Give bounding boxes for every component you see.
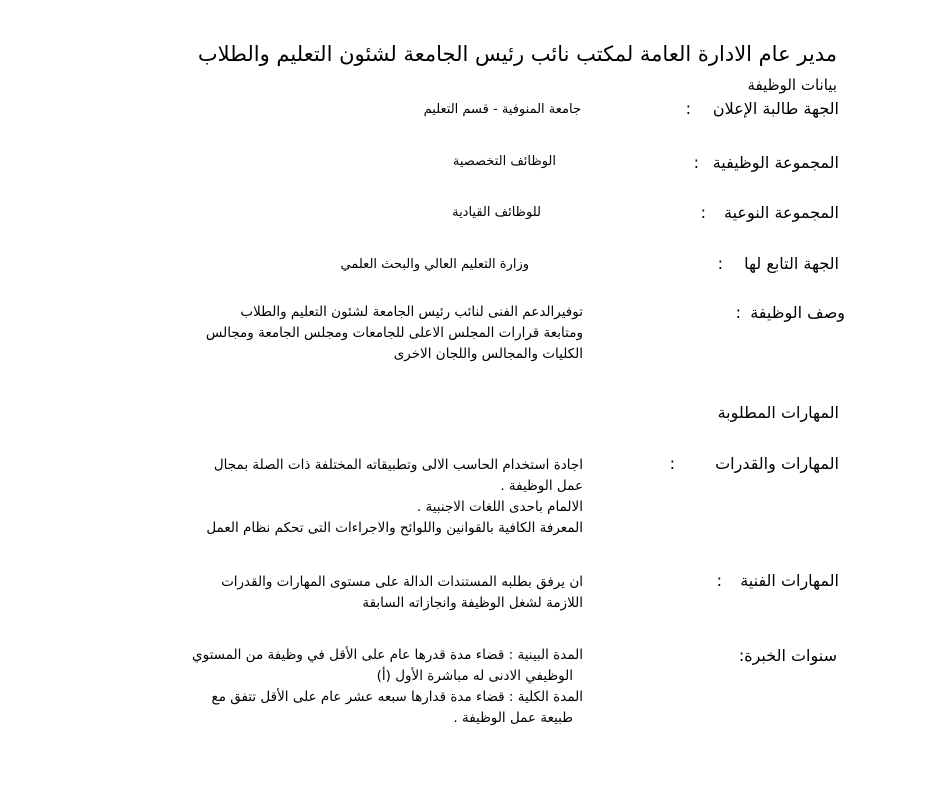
label-skills-abilities: المهارات والقدرات (715, 454, 839, 473)
skills-line: المعرفة الكافية بالقوانين واللوائح والاجراءات التى تحكم نظام العمل (206, 520, 583, 536)
colon-functional-group: : (693, 153, 699, 172)
job-description-text (206, 302, 583, 365)
label-advertiser: الجهة طالبة الإعلان (712, 99, 839, 118)
job-description-line: الكليات والمجالس واللجان الاخرى (393, 346, 583, 362)
label-technical-skills: المهارات الفنية (740, 571, 839, 590)
label-affiliation: الجهة التابع لها (744, 254, 839, 273)
document-title: مدير عام الادارة العامة لمكتب نائب رئيس الجامعة لشئون التعليم والطلاب (197, 42, 837, 66)
value-advertiser: جامعة المنوفية - قسم التعليم (423, 102, 581, 117)
colon-advertiser: : (685, 99, 691, 118)
experience-line: المدة البينية : قضاء مدة قدرها عام على الأقل في وظيفة من المستوي (192, 647, 583, 663)
label-years-experience: سنوات الخبرة: (738, 646, 837, 665)
experience-line: المدة الكلية : قضاء مدة قدارها سبعه عشر عام على الأقل تتفق مع (211, 689, 583, 705)
section-heading-job-data: بيانات الوظيفة (747, 76, 837, 94)
experience-text (192, 645, 583, 729)
value-affiliation: وزارة التعليم العالي والبحث العلمي (340, 257, 529, 272)
skills-line: عمل الوظيفة . (500, 478, 583, 494)
technical-skills-line: اللازمة لشغل الوظيفة وانجازاته السابقة (362, 595, 583, 611)
label-qualitative-group: المجموعة النوعية (724, 203, 839, 222)
colon-affiliation: : (717, 254, 723, 273)
colon-technical-skills: : (716, 571, 722, 590)
job-description-line: ومتابعة قرارات المجلس الاعلى للجامعات ومجلس الجامعة ومجالس (205, 325, 583, 341)
experience-line: طبيعة عمل الوظيفة . (453, 710, 573, 726)
technical-skills-text (221, 572, 583, 614)
skills-line: اجادة استخدام الحاسب الالى وتطبيقاته المختلفة ذات الصلة بمجال (213, 457, 583, 473)
skills-line: الالمام باحدى اللغات الاجنبية . (416, 499, 583, 515)
colon-job-description: : (735, 303, 741, 322)
value-qualitative-group: للوظائف القيادية (452, 205, 541, 220)
colon-skills-abilities: : (669, 454, 675, 473)
value-functional-group: الوظائف التخصصية (452, 154, 556, 169)
label-functional-group: المجموعة الوظيفية (712, 153, 839, 172)
experience-line: الوظيفي الادنى له مباشرة الأول (أ) (376, 668, 573, 684)
job-description-line: توفيرالدعم الفنى لنائب رئيس الجامعة لشئون التعليم والطلاب (240, 304, 583, 320)
section-heading-required-skills: المهارات المطلوبة (717, 403, 839, 422)
colon-qualitative-group: : (700, 203, 706, 222)
label-job-description: وصف الوظيفة (750, 303, 845, 322)
technical-skills-line: ان يرفق بطلبه المستندات الدالة على مستوى المهارات والقدرات (221, 574, 583, 590)
skills-abilities-text (206, 455, 583, 539)
